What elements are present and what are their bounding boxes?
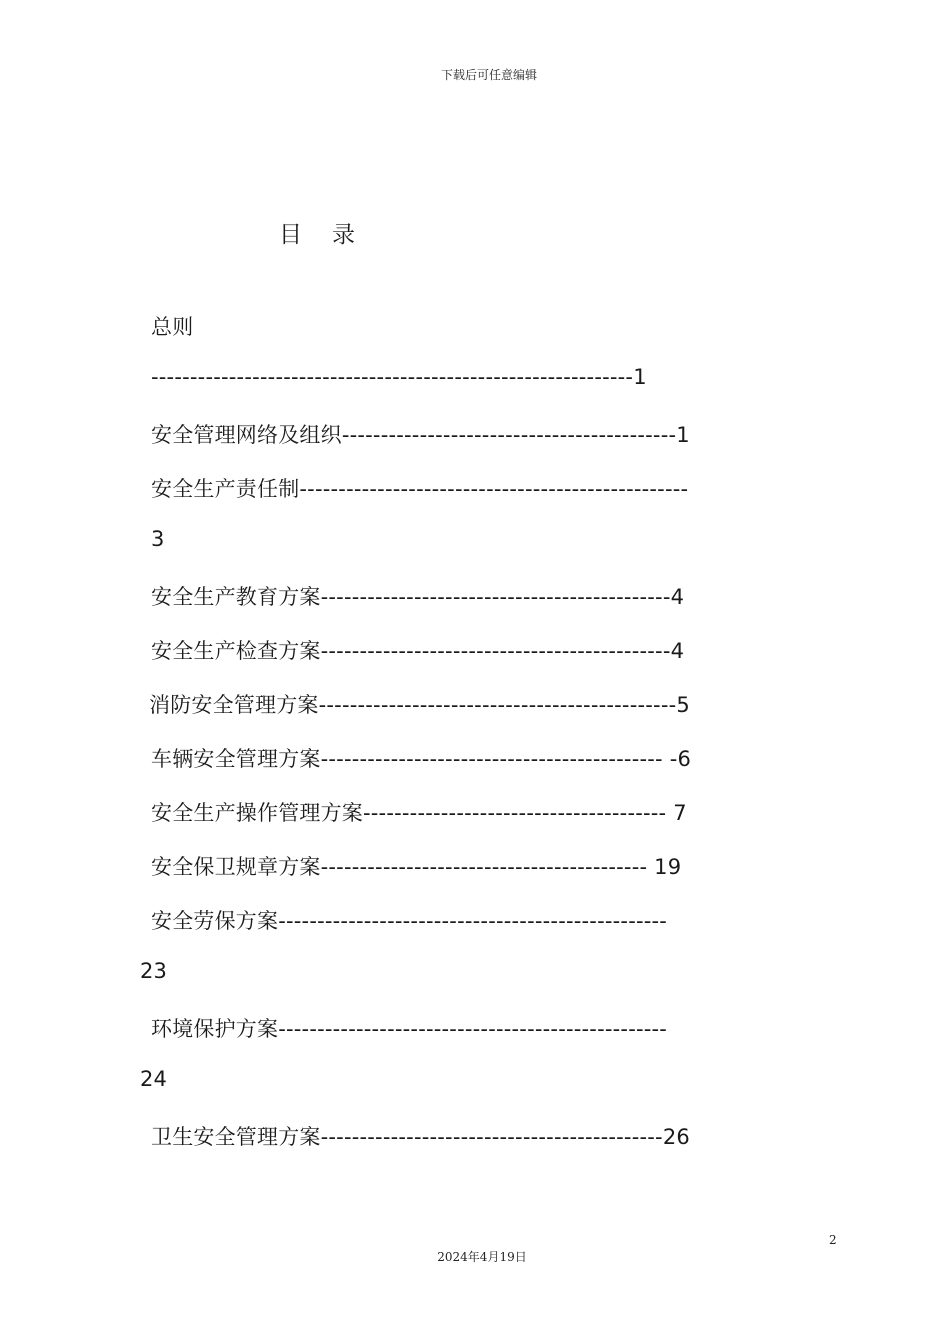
toc-entry-title: 卫生安全管理方案 <box>151 1125 321 1149</box>
toc-page-number: 4 <box>670 639 685 663</box>
toc-entry-title: 车辆安全管理方案 <box>151 747 321 771</box>
toc-page-number: 3 <box>151 527 165 551</box>
toc-leader: ---------------------------------------------- <box>318 693 677 717</box>
toc-entry-title: 安全生产操作管理方案 <box>151 801 363 825</box>
toc-entry <box>149 689 690 719</box>
toc-entry <box>151 1121 690 1151</box>
toc-page-number: 7 <box>666 801 687 825</box>
toc-page-number: 26 <box>662 1125 690 1149</box>
page-number: 2 <box>829 1233 837 1247</box>
toc-entry-title: 安全劳保方案 <box>151 909 279 933</box>
toc-leader: -------------------------------------------------- <box>278 909 668 933</box>
toc-entry-leader-line <box>151 365 647 389</box>
toc-leader: ------------------------------------------ <box>320 855 655 879</box>
toc-leader: ------------------------------------------- <box>341 423 677 447</box>
toc-entry <box>151 905 667 935</box>
toc-entry-title: 安全生产责任制 <box>151 477 300 501</box>
toc-entry <box>151 743 691 773</box>
toc-entry-title: 安全生产教育方案 <box>151 585 321 609</box>
toc-entry <box>151 473 688 503</box>
page-footer-date: 2024年4月19日 <box>437 1250 527 1264</box>
toc-leader: --------------------------------------------- <box>320 585 671 609</box>
toc-entry <box>151 797 687 827</box>
toc-leader: -------------------------------------------------- <box>299 477 689 501</box>
toc-leader: --------------------------------------------- <box>320 639 671 663</box>
toc-page-number: 19 <box>654 855 682 879</box>
toc-page-number: 24 <box>140 1067 168 1091</box>
toc-leader: --------------------------------------- <box>363 801 667 825</box>
toc-page-number: 4 <box>670 585 685 609</box>
toc-page-number: 1 <box>633 365 647 389</box>
toc-leader: -------------------------------------------- <box>320 747 670 771</box>
toc-entry-title: 消防安全管理方案 <box>149 693 319 717</box>
toc-leader: -------------------------------------------- <box>320 1125 663 1149</box>
toc-entry-title: 安全保卫规章方案 <box>151 855 321 879</box>
toc-entry-title: 安全生产检查方案 <box>151 639 321 663</box>
toc-entry-title: 环境保护方案 <box>151 1017 279 1041</box>
toc-page-number: 1 <box>676 423 690 447</box>
toc-entry-title: 安全管理网络及组织 <box>151 423 342 447</box>
toc-page-number: 23 <box>140 959 168 983</box>
toc-leader: -------------------------------------------------- <box>278 1017 668 1041</box>
toc-leader: -------------------------------------------------------------- <box>151 365 634 389</box>
toc-page-number: -6 <box>669 747 692 771</box>
toc-entry <box>151 581 684 611</box>
toc-entry-title: 总则 <box>151 315 194 339</box>
toc-title-left: 目 <box>279 222 302 248</box>
toc-title <box>279 216 355 249</box>
toc-page-number: 5 <box>676 693 690 717</box>
toc-entry <box>151 419 690 449</box>
toc-entry <box>151 635 684 665</box>
toc-entry <box>151 851 681 881</box>
toc-title-right: 录 <box>332 222 355 248</box>
page-header: 下载后可任意编辑 <box>440 68 537 82</box>
toc-entry <box>151 1013 667 1043</box>
